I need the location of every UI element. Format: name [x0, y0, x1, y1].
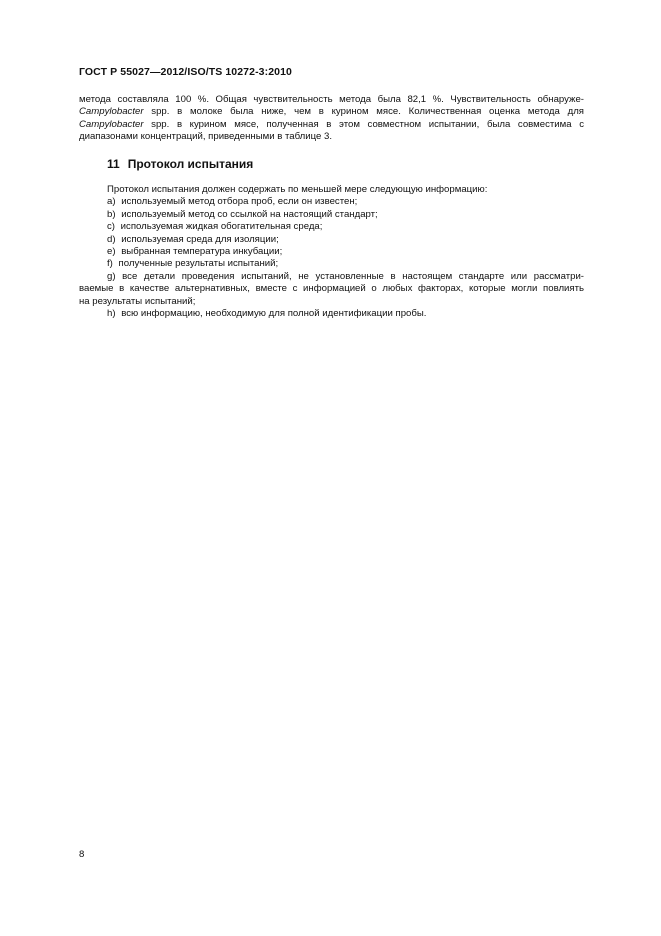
organism-name: Campylobacter	[79, 106, 144, 118]
item-line: ваемые в качестве альтернативных, вместе с информацией о любых факторах, которые могли повлиять	[79, 283, 584, 295]
item-line	[79, 271, 584, 283]
list-item	[79, 209, 584, 221]
organism-name: Campylobacter	[79, 118, 144, 130]
intro-paragraph	[79, 94, 584, 144]
protocol-intro: Протокол испытания должен содержать по меньшей мере следующую информацию:	[107, 184, 488, 195]
item-text: используемый метод отбора проб, если он известен;	[121, 196, 358, 208]
section-heading	[107, 157, 253, 171]
item-line: на результаты испытаний;	[79, 295, 196, 307]
protocol-list	[79, 184, 584, 320]
paragraph-line	[79, 119, 584, 131]
list-item	[79, 271, 584, 308]
page-number: 8	[79, 849, 85, 860]
item-text: используемая жидкая обогатительная среда;	[120, 221, 323, 233]
paragraph-text: spp. в курином мясе, полученная в этом совместном испытании, была совместима с	[143, 118, 584, 130]
paragraph-line: диапазонами концентраций, приведенными в таблице 3.	[79, 131, 333, 143]
item-text: всю информацию, необходимую для полной идентификации пробы.	[121, 308, 427, 320]
item-text: все детали проведения испытаний, не установленные в настоящем стандарте или рассматри-	[122, 270, 584, 282]
item-marker: e)	[107, 246, 116, 258]
list-item	[79, 196, 584, 208]
paragraph-line	[79, 106, 584, 118]
list-item	[79, 308, 584, 320]
item-text: полученные результаты испытаний;	[118, 258, 279, 270]
item-marker: h)	[107, 308, 116, 320]
item-text: используемый метод со ссылкой на настоящий стандарт;	[121, 208, 378, 220]
paragraph-line: метода составляла 100 %. Общая чувствительность метода была 82,1 %. Чувствительность обнаруже-	[79, 94, 584, 105]
section-number: 11	[107, 157, 120, 171]
item-marker: a)	[107, 196, 116, 208]
list-item	[79, 258, 584, 270]
item-text: используемая среда для изоляции;	[121, 233, 279, 245]
list-item	[79, 221, 584, 233]
section-title: Протокол испытания	[127, 157, 254, 171]
list-item	[79, 234, 584, 246]
paragraph-text: spp. в молоке была ниже, чем в курином мясе. Количественная оценка метода для	[143, 106, 584, 118]
item-text: выбранная температура инкубации;	[121, 246, 283, 258]
item-marker: c)	[107, 221, 115, 233]
item-marker: b)	[107, 208, 116, 220]
item-marker: d)	[107, 233, 116, 245]
document-header: ГОСТ Р 55027—2012/ISO/TS 10272-3:2010	[79, 66, 292, 78]
item-marker: g)	[107, 270, 116, 282]
list-item	[79, 246, 584, 258]
item-marker: f)	[107, 258, 113, 270]
